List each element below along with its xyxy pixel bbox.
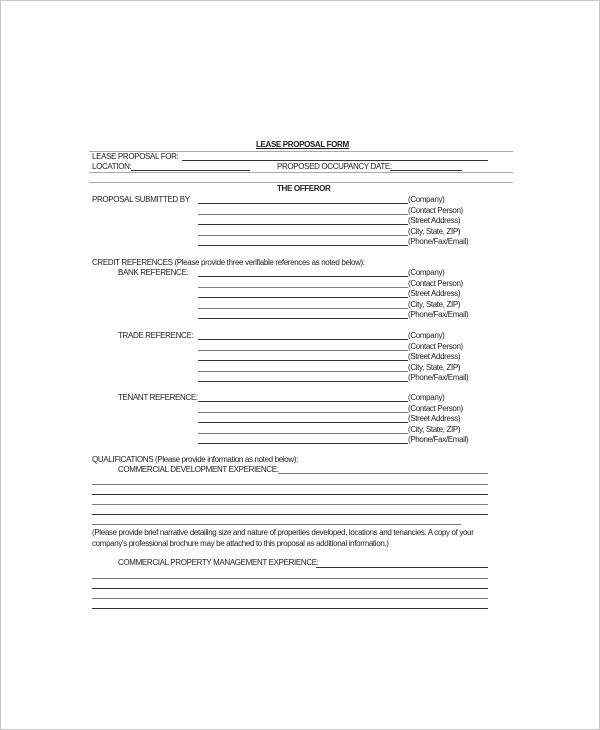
bank-reference-field-label: (Phone/Fax/Email) — [408, 310, 469, 319]
management-experience-field[interactable] — [316, 557, 488, 566]
narrative-note-line2: company's professional brochure may be attached to this proposal as additional information.) — [92, 539, 389, 548]
offeror-line — [198, 224, 408, 225]
offeror-line — [198, 214, 408, 215]
development-narrative-field-0[interactable] — [92, 475, 488, 484]
trade-reference-field-label: (Contact Person) — [408, 342, 463, 351]
trade-reference-line — [198, 371, 408, 372]
management-narrative-line — [92, 608, 488, 609]
offeror-line — [198, 245, 408, 246]
bank-reference-field-label: (Company) — [408, 268, 445, 277]
management-narrative-field-2[interactable] — [92, 589, 488, 598]
development-narrative-line — [92, 524, 461, 525]
development-experience-line — [278, 473, 488, 474]
offeror-line — [198, 203, 408, 204]
tenant-reference-field-label: (Contact Person) — [408, 404, 463, 413]
tenant-reference-field-label: (City, State, ZIP) — [408, 425, 461, 434]
tenant-reference-field-label: (Phone/Fax/Email) — [408, 435, 469, 444]
offeror-field-label: (Contact Person) — [408, 206, 463, 215]
offeror-field-label: (Phone/Fax/Email) — [408, 237, 469, 246]
qualifications-heading: QUALIFICATIONS (Please provide information as noted below): — [92, 455, 298, 464]
bank-reference-line — [198, 297, 408, 298]
location-line — [131, 170, 250, 171]
bank-reference-line — [198, 318, 408, 319]
bank-reference-field-label: (City, State, ZIP) — [408, 300, 461, 309]
management-experience-line — [316, 567, 488, 568]
bank-reference-label: BANK REFERENCE: — [118, 268, 189, 277]
tenant-reference-line — [198, 401, 408, 402]
trade-reference-label: TRADE REFERENCE: — [118, 331, 194, 340]
tenant-reference-line — [198, 422, 408, 423]
submitted-by-label: PROPOSAL SUBMITTED BY — [92, 195, 190, 204]
management-experience-label: COMMERCIAL PROPERTY MANAGEMENT EXPERIENCE: — [118, 558, 319, 567]
trade-reference-field-label: (Street Address) — [408, 352, 461, 361]
trade-reference-field-label: (City, State, ZIP) — [408, 363, 461, 372]
tenant-reference-line — [198, 433, 408, 434]
trade-reference-line — [198, 360, 408, 361]
tenant-reference-field-label: (Company) — [408, 393, 445, 402]
location-field[interactable] — [131, 161, 250, 170]
offeror-line — [198, 235, 408, 236]
divider — [89, 182, 513, 183]
credit-references-heading: CREDIT REFERENCES (Please provide three verifiable references as noted below): — [92, 258, 365, 267]
occupancy-date-label: PROPOSED OCCUPANCY DATE: — [277, 162, 392, 171]
bank-reference-line — [198, 308, 408, 309]
trade-reference-field-label: (Phone/Fax/Email) — [408, 373, 469, 382]
development-narrative-field-3[interactable] — [92, 505, 488, 514]
trade-reference-field-label: (Company) — [408, 331, 445, 340]
development-experience-field[interactable] — [278, 464, 488, 473]
narrative-note-line1: (Please provide brief narrative detailing size and nature of properties developed, locations and tenancies. A copy of your — [92, 528, 474, 537]
offeror-field-label: (Street Address) — [408, 216, 461, 225]
lease-proposal-for-field[interactable] — [182, 151, 488, 160]
tenant-reference-label: TENANT REFERENCE: — [118, 393, 198, 402]
location-label: LOCATION: — [92, 162, 132, 171]
tenant-reference-field-label: (Street Address) — [408, 414, 461, 423]
trade-reference-line — [198, 339, 408, 340]
bank-reference-field-label: (Contact Person) — [408, 279, 463, 288]
trade-reference-line — [198, 350, 408, 351]
management-narrative-field-3[interactable] — [92, 599, 488, 608]
development-experience-label: COMMERCIAL DEVELOPMENT EXPERIENCE: — [118, 465, 279, 474]
development-narrative-field-4[interactable] — [92, 515, 461, 524]
tenant-reference-line — [198, 443, 408, 444]
management-narrative-field-0[interactable] — [92, 569, 488, 578]
form-title: LEASE PROPOSAL FORM — [256, 140, 349, 149]
occupancy-date-field[interactable] — [390, 161, 462, 170]
tenant-reference-line — [198, 412, 408, 413]
bank-reference-line — [198, 287, 408, 288]
offeror-heading: THE OFFEROR — [277, 184, 331, 193]
bank-reference-field-label: (Street Address) — [408, 289, 461, 298]
development-narrative-field-1[interactable] — [92, 485, 488, 494]
offeror-field-label: (City, State, ZIP) — [408, 227, 461, 236]
development-narrative-field-2[interactable] — [92, 495, 488, 504]
occupancy-date-line — [390, 170, 462, 171]
bank-reference-line — [198, 276, 408, 277]
divider — [89, 172, 513, 173]
offeror-field-label: (Company) — [408, 195, 445, 204]
lease-proposal-for-label: LEASE PROPOSAL FOR: — [92, 152, 179, 161]
trade-reference-line — [198, 381, 408, 382]
management-narrative-field-1[interactable] — [92, 579, 488, 588]
